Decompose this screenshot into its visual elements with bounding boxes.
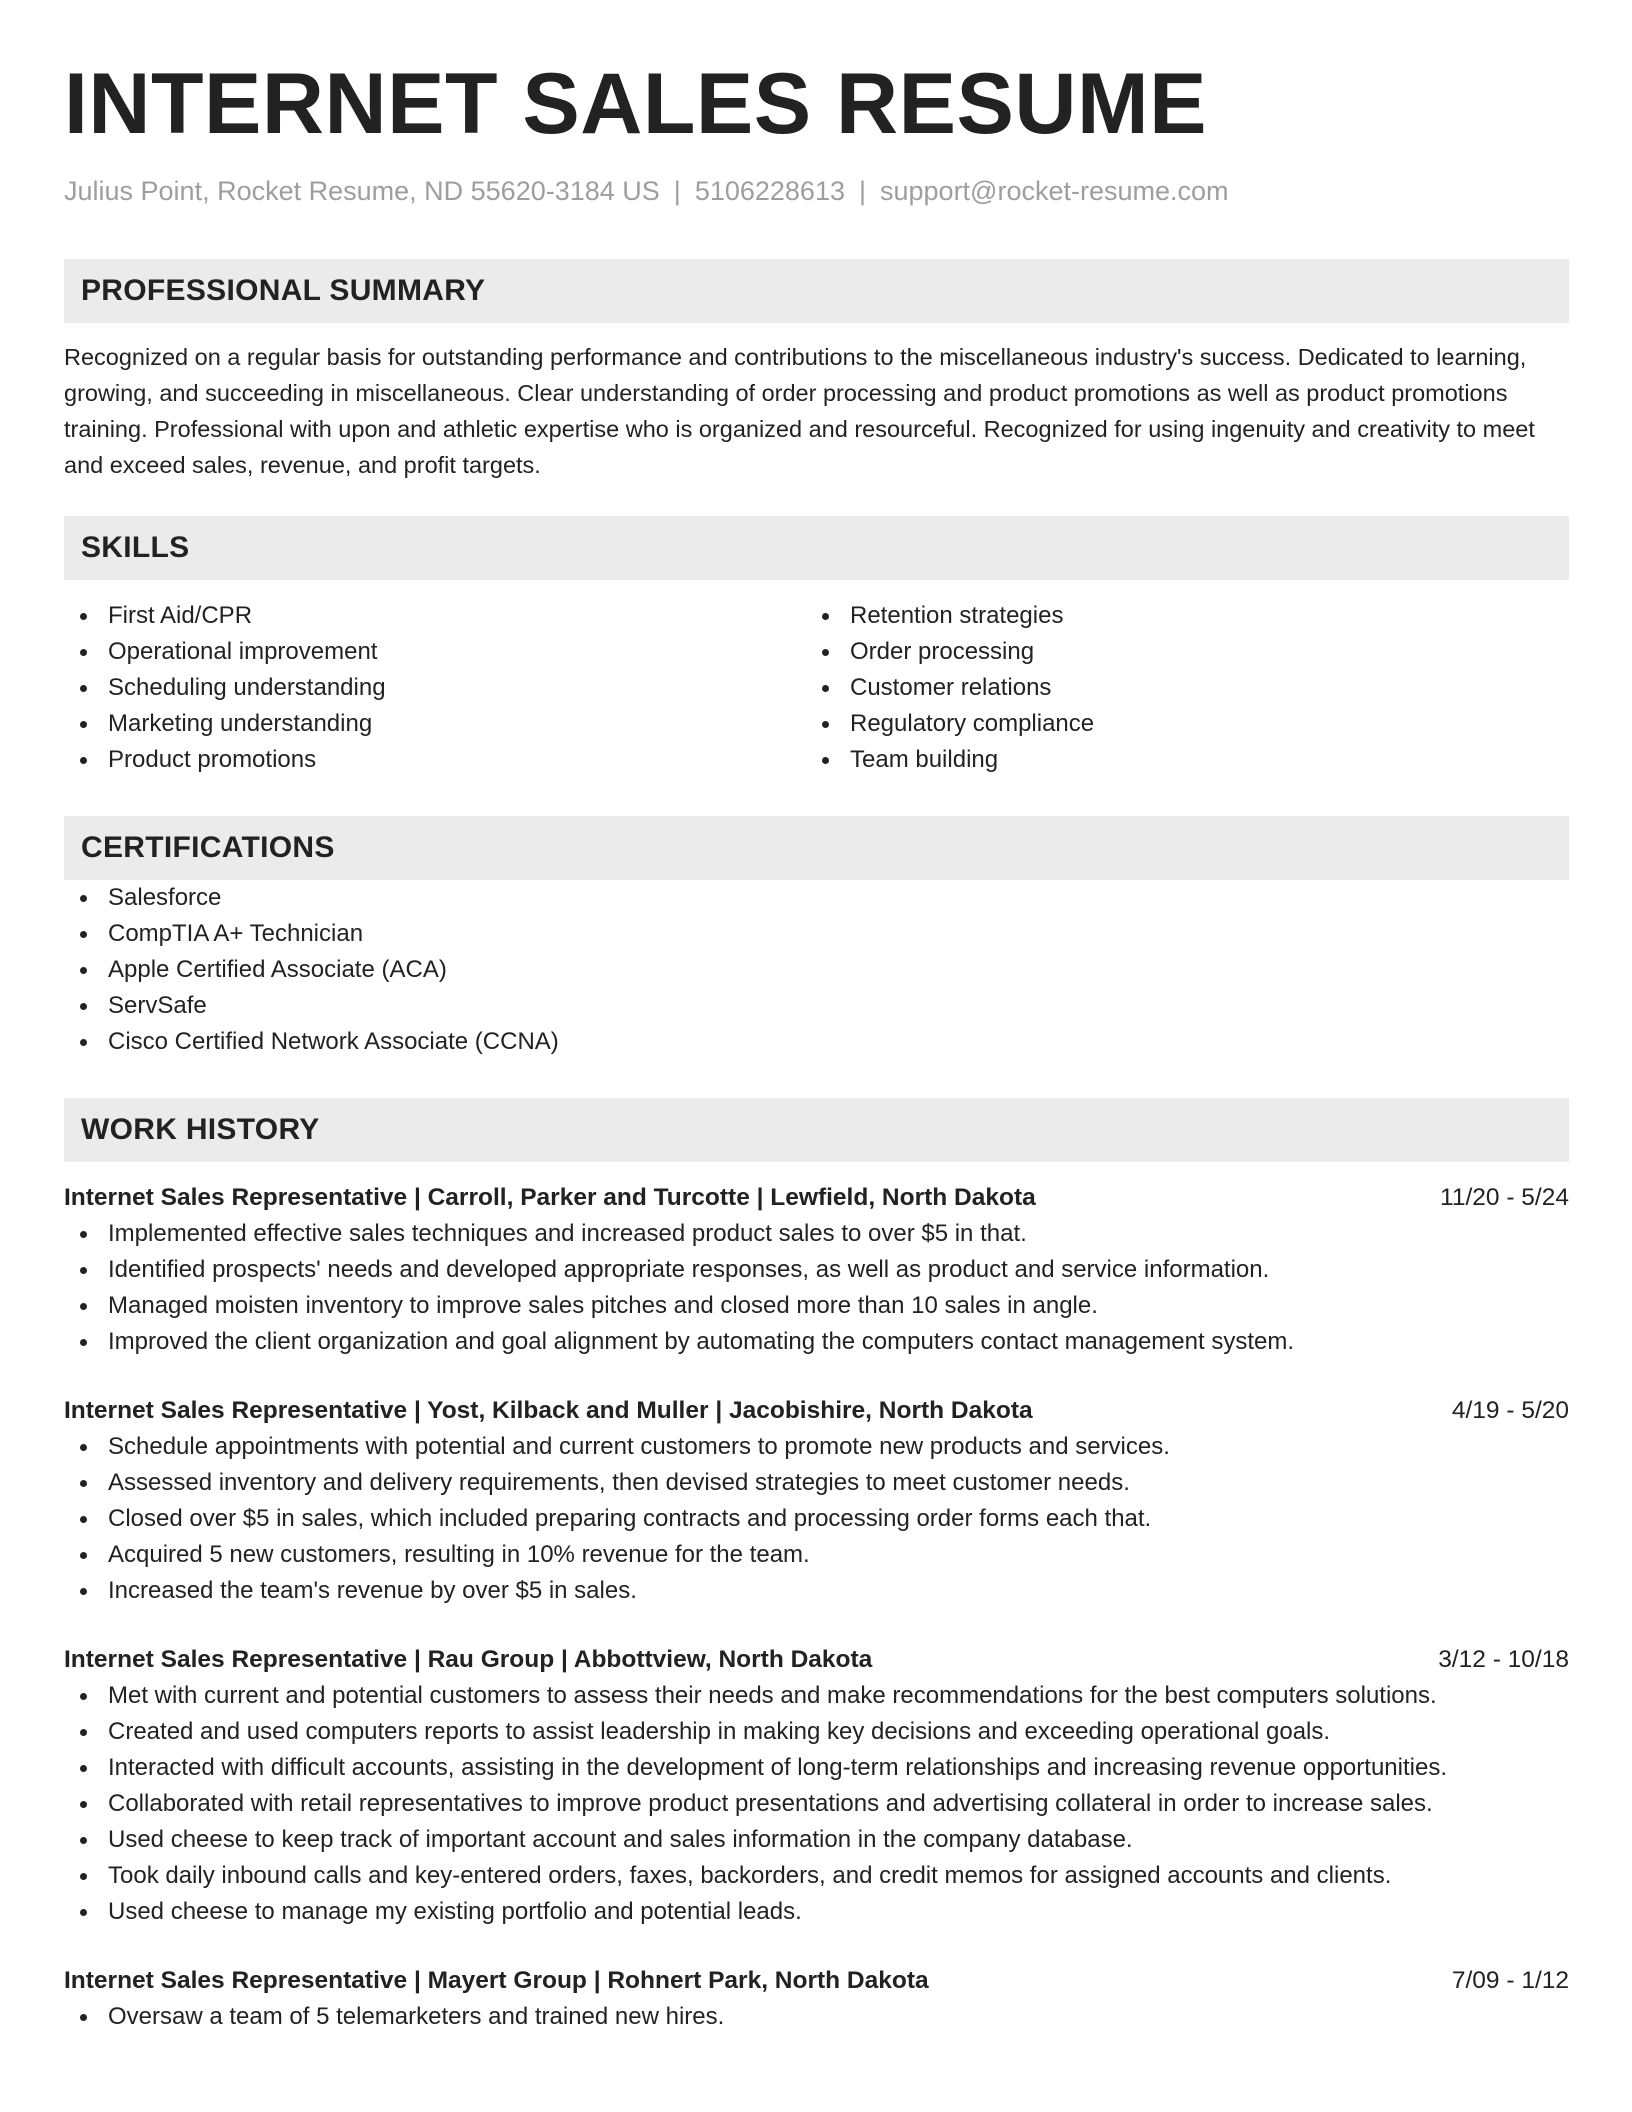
skills-list-left <box>64 598 806 778</box>
skill-item: Scheduling understanding <box>64 670 806 706</box>
job-bullet: Used cheese to manage my existing portfolio and potential leads. <box>64 1894 1569 1930</box>
job-bullet: Used cheese to keep track of important account and sales information in the company database. <box>64 1822 1569 1858</box>
skills-column-left <box>64 598 806 778</box>
job-bullet: Identified prospects' needs and developed appropriate responses, as well as product and service information. <box>64 1252 1569 1288</box>
job-bullet: Oversaw a team of 5 telemarketers and trained new hires. <box>64 1999 1569 2035</box>
job-bullet: Acquired 5 new customers, resulting in 10% revenue for the team. <box>64 1537 1569 1573</box>
skill-item: Order processing <box>806 634 1548 670</box>
job-bullet: Took daily inbound calls and key-entered orders, faxes, backorders, and credit memos for assigned accounts and clients. <box>64 1858 1569 1894</box>
skills-grid <box>64 598 1569 778</box>
certification-item: Apple Certified Associate (ACA) <box>64 952 1569 988</box>
contact-address: Julius Point, Rocket Resume, ND 55620-3184 US <box>64 176 660 206</box>
job-header <box>64 1393 1569 1429</box>
job-bullets <box>64 1678 1569 1930</box>
skill-item: First Aid/CPR <box>64 598 806 634</box>
job-dates: 7/09 - 1/12 <box>1451 1967 1569 1994</box>
job-bullet: Met with current and potential customers to assess their needs and make recommendations for the best computers solutions. <box>64 1678 1569 1714</box>
certification-item: ServSafe <box>64 988 1569 1024</box>
job-title: Internet Sales Representative | Rau Group | Abbottview, North Dakota <box>64 1646 873 1673</box>
job-dates: 11/20 - 5/24 <box>1440 1184 1569 1211</box>
contact-separator: | <box>858 176 866 206</box>
job-dates: 3/12 - 10/18 <box>1438 1646 1569 1673</box>
job-bullets <box>64 1999 1569 2035</box>
job-entry <box>64 1963 1569 2035</box>
resume-title: INTERNET SALES RESUME <box>64 56 1207 152</box>
skill-item: Customer relations <box>806 670 1548 706</box>
job-bullet: Collaborated with retail representatives to improve product presentations and advertising collateral in order to increase sales. <box>64 1786 1569 1822</box>
job-header <box>64 1642 1569 1678</box>
skill-item: Retention strategies <box>806 598 1548 634</box>
job-bullet: Improved the client organization and goal alignment by automating the computers contact management system. <box>64 1324 1569 1360</box>
job-bullets <box>64 1216 1569 1360</box>
section-header-work-history: WORK HISTORY <box>64 1098 1569 1162</box>
skills-column-right <box>806 598 1548 778</box>
contact-line <box>64 174 1569 208</box>
job-entry <box>64 1642 1569 1930</box>
skill-item: Operational improvement <box>64 634 806 670</box>
job-bullet: Increased the team's revenue by over $5 in sales. <box>64 1573 1569 1609</box>
job-title: Internet Sales Representative | Carroll, Parker and Turcotte | Lewfield, North Dakota <box>64 1184 1036 1211</box>
certification-item: Cisco Certified Network Associate (CCNA) <box>64 1024 1569 1060</box>
job-bullet: Closed over $5 in sales, which included preparing contracts and processing order forms each that. <box>64 1501 1569 1537</box>
job-bullet: Created and used computers reports to assist leadership in making key decisions and exceeding operational goals. <box>64 1714 1569 1750</box>
contact-email: support@rocket-resume.com <box>880 176 1229 206</box>
job-bullet: Managed moisten inventory to improve sales pitches and closed more than 10 sales in angle. <box>64 1288 1569 1324</box>
summary-text: Recognized on a regular basis for outstanding performance and contributions to the miscellaneous industry's success. Dedicated to learning, growing, and succeeding in miscellaneous. Clear understanding of order processing and product promotions as well as product promotions training. Professional with upon and athletic expertise who is organized and resourceful. Recognized for using ingenuity and creativity to meet and exceed sales, revenue, and profit targets. <box>64 344 1535 478</box>
skill-item: Marketing understanding <box>64 706 806 742</box>
skill-item: Regulatory compliance <box>806 706 1548 742</box>
section-header-skills: SKILLS <box>64 516 1569 580</box>
job-title: Internet Sales Representative | Yost, Kilback and Muller | Jacobishire, North Dakota <box>64 1397 1033 1424</box>
job-entry <box>64 1180 1569 1360</box>
skills-list-right <box>806 598 1548 778</box>
section-header-certifications: CERTIFICATIONS <box>64 816 1569 880</box>
job-header <box>64 1180 1569 1216</box>
skill-item: Product promotions <box>64 742 806 778</box>
job-bullets <box>64 1429 1569 1609</box>
job-entry <box>64 1393 1569 1609</box>
job-dates: 4/19 - 5/20 <box>1451 1397 1569 1424</box>
section-header-summary: PROFESSIONAL SUMMARY <box>64 259 1569 323</box>
job-bullet: Interacted with difficult accounts, assisting in the development of long-term relationships and increasing revenue opportunities. <box>64 1750 1569 1786</box>
job-bullet: Schedule appointments with potential and current customers to promote new products and services. <box>64 1429 1569 1465</box>
contact-phone: 5106228613 <box>694 176 845 206</box>
contact-separator: | <box>673 176 681 206</box>
certifications-list <box>64 880 1569 1060</box>
certification-item: Salesforce <box>64 880 1569 916</box>
job-bullet: Implemented effective sales techniques and increased product sales to over $5 in that. <box>64 1216 1569 1252</box>
certification-item: CompTIA A+ Technician <box>64 916 1569 952</box>
job-title: Internet Sales Representative | Mayert Group | Rohnert Park, North Dakota <box>64 1967 929 1994</box>
job-header <box>64 1963 1569 1999</box>
job-bullet: Assessed inventory and delivery requirements, then devised strategies to meet customer needs. <box>64 1465 1569 1501</box>
skill-item: Team building <box>806 742 1548 778</box>
